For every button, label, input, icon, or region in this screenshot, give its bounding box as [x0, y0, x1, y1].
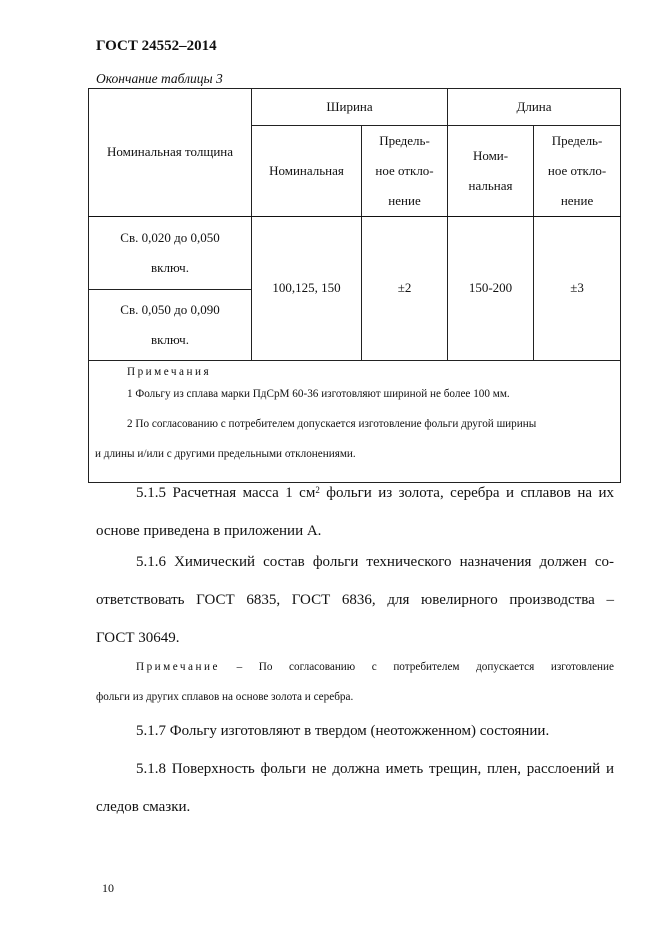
- paragraph-5-1-8: 5.1.8 Поверхность фольги не должна иметь трещин, плен, расслоений и следов смазки.: [96, 761, 614, 815]
- table-3-continuation: [88, 88, 620, 474]
- paragraph-5-1-5: 5.1.5 Расчетная масса 1 $см^2$ фольги из золота, серебра и сплавов на их основе приведена в приложении А.: [96, 485, 614, 539]
- length-nominal-value: 150-200: [448, 217, 534, 361]
- subheader-width-tolerance: Предель- ное откло- нение: [362, 126, 448, 217]
- header-length: Длина: [448, 89, 621, 126]
- subheader-width-nominal: Номинальная: [252, 126, 362, 217]
- page-number: 10: [102, 881, 114, 895]
- length-tolerance-value: ±3: [534, 217, 621, 361]
- paragraph-5-1-7: 5.1.7 Фольгу изготовляют в твердом (неотожженном) состоянии.: [136, 723, 550, 739]
- thickness-range-2: Св. 0,050 до 0,090 включ.: [89, 290, 252, 361]
- note-2-line-1: 2 По согласованию с потребителем допускается изготовление фольги другой ширины: [127, 418, 537, 430]
- subheader-length-nominal: Номи- нальная: [448, 126, 534, 217]
- paragraph-5-1-6: 5.1.6 Химический состав фольги технического назначения должен со- ответствовать ГОСТ 6835, ГОСТ 6836, для ювелирного производства – ГОСТ 30649.: [96, 554, 614, 646]
- note-label: Примечание: [136, 661, 220, 673]
- header-thickness: Номинальная толщина: [89, 89, 252, 217]
- width-tolerance-value: ±2: [362, 217, 448, 361]
- note-5-1-6: Примечание – По согласованию с потребителем допускается изготовление фольги из других сплавов на основе золота и серебра.: [96, 661, 614, 703]
- thickness-range-1: Св. 0,020 до 0,050 включ.: [89, 217, 252, 290]
- notes-heading: Примечания: [127, 366, 212, 378]
- document-title: ГОСТ 24552–2014: [96, 38, 217, 54]
- note-2-line-2: и длины и/или с другими предельными отклонениями.: [95, 448, 356, 460]
- header-width: Ширина: [252, 89, 448, 126]
- subheader-length-tolerance: Предель- ное откло- нение: [534, 126, 621, 217]
- table-notes: [89, 361, 621, 483]
- note-1: 1 Фольгу из сплава марки ПдСрМ 60-36 изготовляют шириной не более 100 мм.: [127, 388, 510, 400]
- table-caption: Окончание таблицы 3: [96, 71, 223, 86]
- width-nominal-value: 100,125, 150: [252, 217, 362, 361]
